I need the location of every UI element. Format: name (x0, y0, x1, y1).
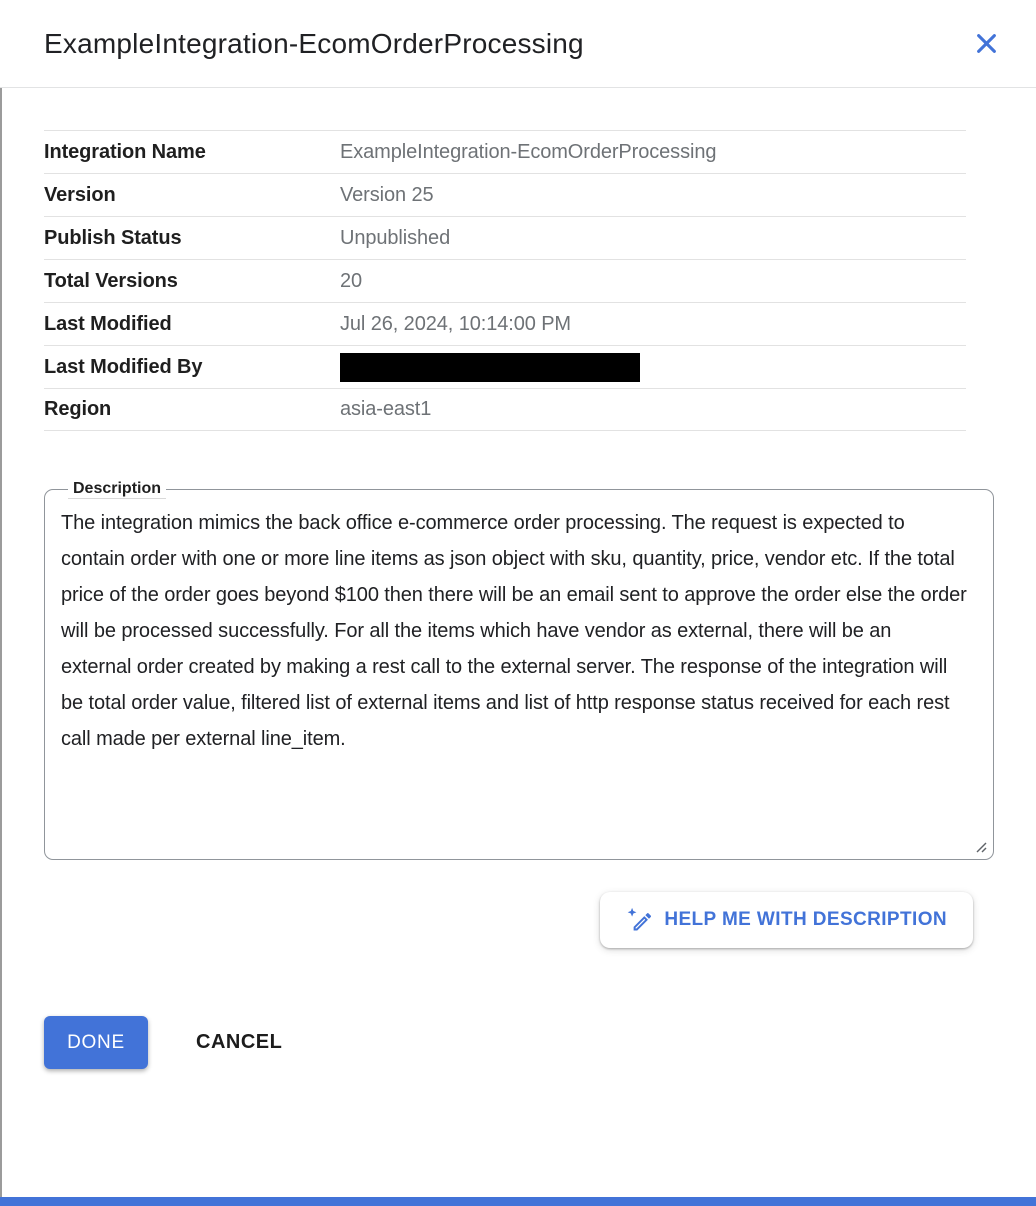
close-button[interactable] (968, 26, 1004, 62)
row-value: 20 (340, 269, 363, 292)
description-textarea[interactable]: The integration mimics the back office e-commerce order processing. The request is expected to contain order with one or more line items as json object with sku, quantity, price, vendor etc. If the total price of the order goes beyond $100 then there will be an email sent to approve the order else the order will be processed successfully. For all the items which have vendor as external, there will be an external order created by making a rest call to the external server. The response of the integration will be total order value, filtered list of external items and list of http response status received for each rest call made per external line_item. (61, 512, 967, 750)
dialog-header (0, 0, 1036, 88)
table-row (44, 173, 966, 216)
dialog-title: ExampleIntegration-EcomOrderProcessing (44, 27, 584, 59)
table-row (44, 130, 966, 173)
description-field (44, 479, 994, 860)
table-row (44, 259, 966, 302)
help-me-with-description-button[interactable] (600, 892, 973, 948)
window-left-border (0, 0, 2, 1206)
redaction-bar (340, 353, 640, 382)
pen-spark-icon (626, 907, 653, 934)
bottom-accent-bar (0, 1197, 1036, 1206)
resize-grip-icon[interactable] (973, 839, 988, 854)
row-value: Jul 26, 2024, 10:14:00 PM (340, 312, 571, 335)
row-value: Unpublished (340, 226, 451, 249)
row-label: Version (44, 183, 116, 206)
table-row (44, 345, 966, 388)
row-label: Last Modified (44, 312, 172, 335)
close-icon (973, 30, 1000, 57)
row-label: Publish Status (44, 226, 182, 249)
table-row (44, 388, 966, 431)
row-label: Total Versions (44, 269, 178, 292)
row-value: ExampleIntegration-EcomOrderProcessing (340, 140, 717, 163)
done-button[interactable]: DONE (44, 1016, 148, 1069)
row-value: Version 25 (340, 183, 434, 206)
row-value: asia-east1 (340, 398, 432, 420)
cancel-button[interactable]: CANCEL (188, 1016, 290, 1069)
row-label: Integration Name (44, 140, 206, 163)
table-row (44, 216, 966, 259)
row-value-redacted (340, 353, 640, 382)
row-label: Last Modified By (44, 355, 203, 378)
table-row (44, 302, 966, 345)
description-label: Description (68, 479, 166, 499)
details-table (44, 130, 966, 431)
help-button-label: HELP ME WITH DESCRIPTION (664, 909, 947, 930)
row-label: Region (44, 398, 112, 420)
